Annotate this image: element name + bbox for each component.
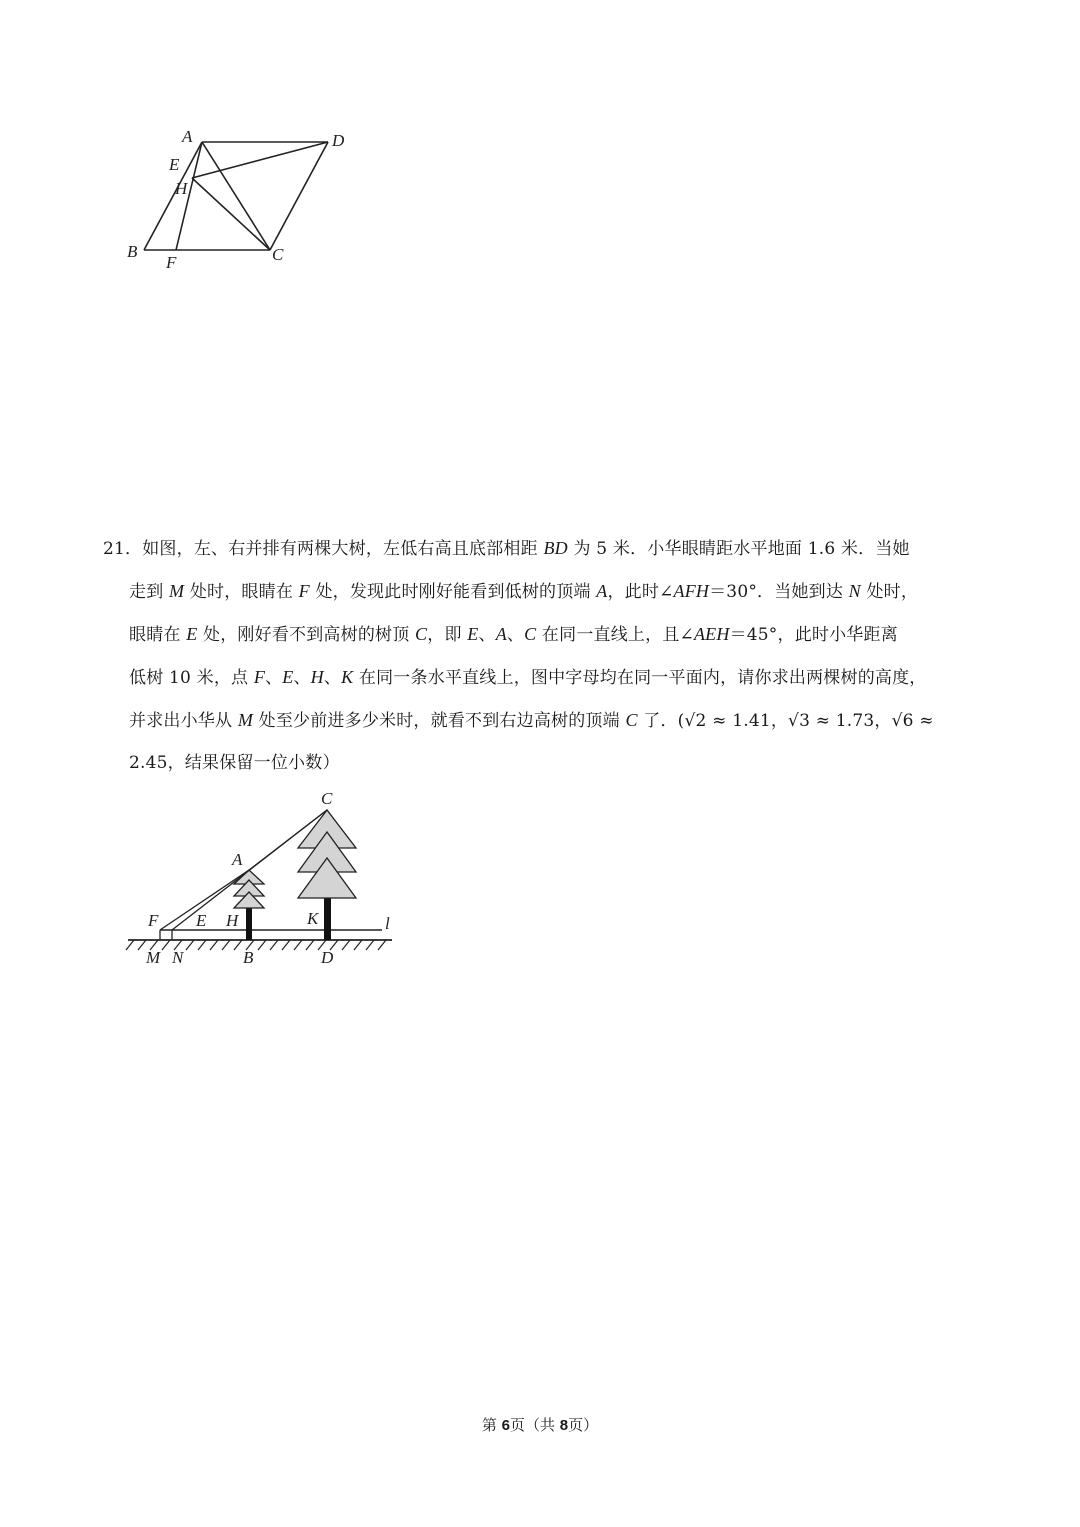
- var: AEH: [693, 624, 730, 644]
- var: E: [467, 624, 479, 644]
- trees-figure: [120, 786, 410, 972]
- footer-text: 页）: [568, 1416, 599, 1434]
- var: N: [848, 581, 861, 601]
- var: F: [253, 667, 266, 687]
- footer-text: 页（共: [509, 1416, 560, 1434]
- text: 、: [323, 668, 342, 688]
- text: 在同一直线上，且∠: [541, 625, 694, 645]
- text: 走到: [129, 582, 164, 602]
- text: 为 5 米．小华眼睛距水平地面 1.6 米．当她: [573, 539, 910, 559]
- label-B: B: [243, 948, 254, 967]
- ground-hatching: [126, 940, 386, 950]
- var: F: [298, 581, 310, 601]
- text: 、: [293, 668, 311, 688]
- label-H: H: [226, 911, 239, 930]
- problem-line-3: [103, 613, 983, 656]
- var: E: [186, 624, 198, 644]
- var: C: [415, 624, 428, 644]
- footer-text: 第: [481, 1416, 502, 1434]
- page-number: 6: [501, 1417, 510, 1434]
- page-footer: [0, 1414, 1080, 1435]
- text: 眼睛在: [129, 625, 181, 645]
- text: 了．(√2 ≈ 1.41，√3 ≈ 1.73，√6 ≈: [643, 711, 934, 731]
- var: M: [169, 581, 185, 601]
- problem-line-2: [103, 570, 983, 613]
- text: 2.45，结果保留一位小数）: [129, 753, 340, 773]
- text: 在同一条水平直线上，图中字母均在同一平面内，请你求出两棵树的高度，: [358, 668, 927, 688]
- problem-line-5: [103, 699, 983, 742]
- var: A: [495, 624, 507, 644]
- problem-line-1: [103, 527, 983, 570]
- parallelogram-figure: [120, 122, 360, 272]
- problem-21: [103, 527, 983, 784]
- big-tree-trunk: [324, 898, 331, 940]
- label-K: K: [307, 909, 319, 928]
- text: 如图，左、右并排有两棵大树，左低右高且底部相距: [142, 539, 538, 559]
- var: E: [282, 667, 294, 687]
- text: 处时，眼睛在: [189, 582, 294, 602]
- text: 处至少前进多少米时，就看不到右边高树的顶端: [258, 711, 620, 731]
- label-E: E: [169, 155, 180, 174]
- var: C: [625, 710, 638, 730]
- label-E: E: [196, 911, 207, 930]
- var: H: [310, 667, 324, 687]
- problem-line-6: [103, 742, 983, 784]
- text: 、: [265, 668, 283, 688]
- text: 处，刚好看不到高树的树顶: [203, 625, 410, 645]
- var: C: [524, 624, 537, 644]
- text: ，此时∠: [607, 582, 674, 602]
- text: 、: [506, 625, 525, 645]
- label-M: M: [146, 948, 161, 967]
- label-D: D: [321, 948, 334, 967]
- total-pages: 8: [559, 1417, 569, 1434]
- text: 、: [478, 625, 496, 645]
- label-A: A: [232, 850, 243, 869]
- text: ＝30°．当她到达: [709, 582, 844, 602]
- label-B: B: [127, 242, 138, 261]
- label-F: F: [166, 253, 177, 272]
- label-D: D: [332, 131, 345, 150]
- var: M: [237, 710, 254, 730]
- text: 并求出小华从: [129, 711, 233, 731]
- label-H: H: [175, 179, 188, 198]
- small-tree-trunk: [246, 908, 252, 940]
- text: 低树 10 米，点: [129, 668, 249, 688]
- label-C: C: [321, 789, 333, 808]
- text: 处时，: [866, 582, 919, 602]
- text: 处，发现此时刚好能看到低树的顶端: [315, 582, 591, 602]
- problem-line-4: [103, 656, 983, 699]
- var: A: [596, 581, 608, 601]
- label-F: F: [148, 911, 159, 930]
- label-N: N: [172, 948, 184, 967]
- text: ＝45°，此时小华距离: [729, 625, 898, 645]
- var: K: [341, 667, 354, 687]
- label-A: A: [182, 127, 193, 146]
- var: AFH: [673, 581, 710, 601]
- problem-number: 21．: [103, 539, 143, 559]
- label-C: C: [272, 245, 284, 264]
- label-l: l: [385, 914, 390, 933]
- segment-DC: [270, 142, 328, 250]
- var: BD: [543, 538, 568, 558]
- text: ，即: [427, 625, 462, 645]
